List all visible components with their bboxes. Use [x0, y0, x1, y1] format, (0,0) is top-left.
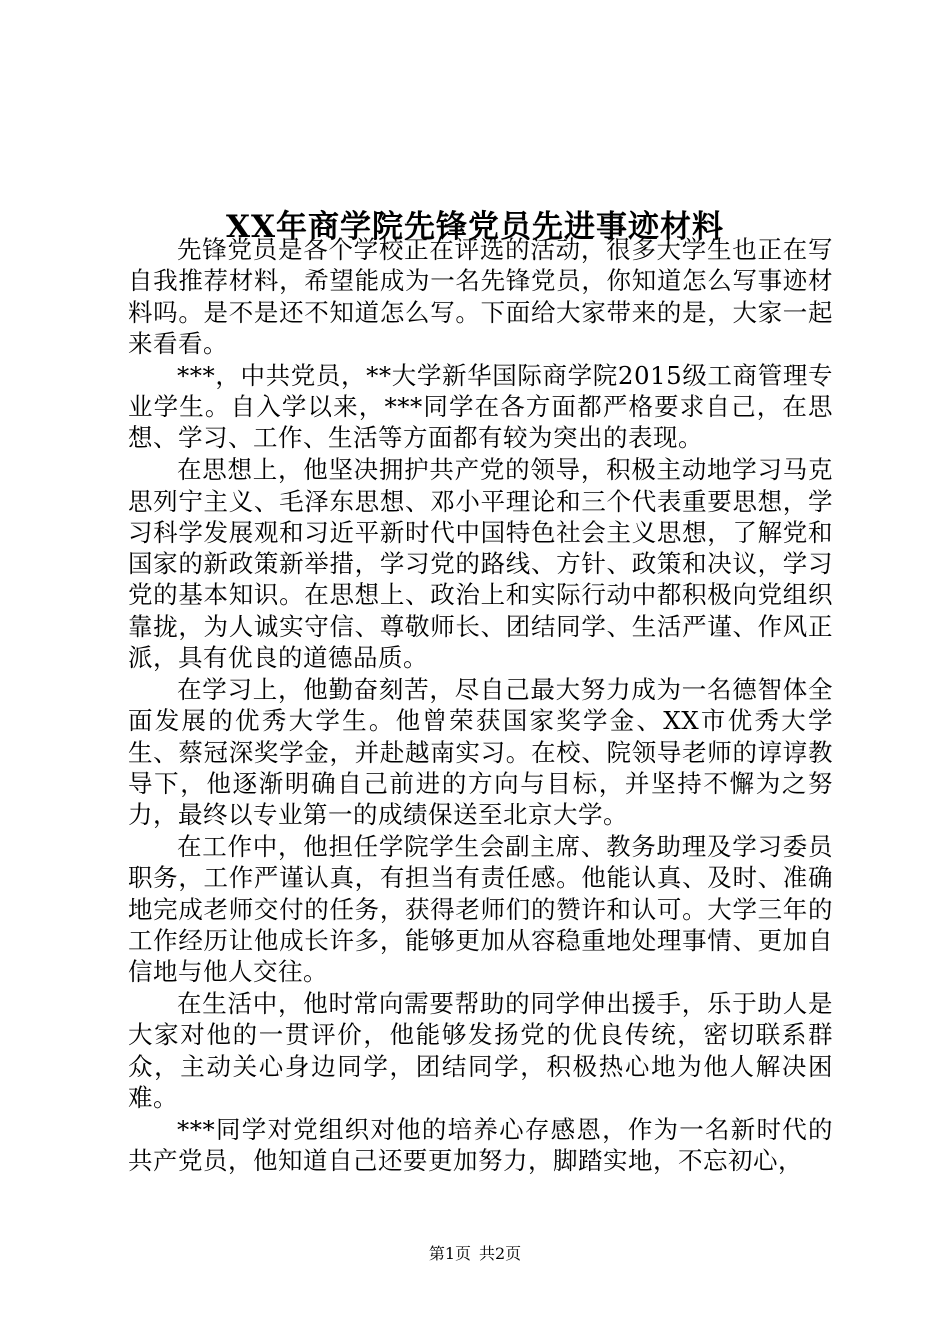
paragraph-intro: 先锋党员是各个学校正在评选的活动，很多大学生也正在写自我推荐材料，希望能成为一名先锋党员，你知道怎么写事迹材料吗。是不是还不知道怎么写。下面给大家带来的是，大家一起来看看。 — [128, 235, 833, 358]
paragraph-conclusion: ***同学对党组织对他的培养心存感恩，作为一名新时代的共产党员，他知道自己还要更加努力，脚踏实地，不忘初心， — [128, 1114, 833, 1176]
page-number-total: 共2页 — [479, 1244, 522, 1263]
paragraph-thought: 在思想上，他坚决拥护共产党的领导，积极主动地学习马克思列宁主义、毛泽东思想、邓小平理论和三个代表重要思想，学习科学发展观和习近平新时代中国特色社会主义思想，了解党和国家的新政策新举措，学习党的路线、方针、政策和决议，学习党的基本知识。在思想上、政治上和实际行动中都积极向党组织靠拢，为人诚实守信、尊敬师长、团结同学、生活严谨、作风正派，具有优良的道德品质。 — [128, 455, 833, 673]
paragraph-study: 在学习上，他勤奋刻苦，尽自己最大努力成为一名德智体全面发展的优秀大学生。他曾荣获国家奖学金、XX市优秀大学生、蔡冠深奖学金，并赴越南实习。在校、院领导老师的谆谆教导下，他逐渐明确自己前进的方向与目标，并坚持不懈为之努力，最终以专业第一的成绩保送至北京大学。 — [128, 674, 833, 830]
paragraph-life: 在生活中，他时常向需要帮助的同学伸出援手，乐于助人是大家对他的一贯评价，他能够发扬党的优良传统，密切联系群众，主动关心身边同学，团结同学，积极热心地为他人解决困难。 — [128, 989, 833, 1112]
document-title: XX年商学院先锋党员先进事迹材料 — [225, 208, 725, 245]
page-footer — [0, 1244, 950, 1264]
document-body — [128, 234, 833, 1176]
page-number-current: 第1页 — [428, 1244, 471, 1263]
paragraph-profile: ***，中共党员，**大学新华国际商学院2015级工商管理专业学生。自入学以来，***同学在各方面都严格要求自己，在思想、学习、工作、生活等方面都有较为突出的表现。 — [128, 360, 833, 453]
paragraph-work: 在工作中，他担任学院学生会副主席、教务助理及学习委员职务，工作严谨认真，有担当有责任感。他能认真、及时、准确地完成老师交付的任务，获得老师们的赞许和认可。大学三年的工作经历让他成长许多，能够更加从容稳重地处理事情、更加自信地与他人交往。 — [128, 832, 833, 987]
